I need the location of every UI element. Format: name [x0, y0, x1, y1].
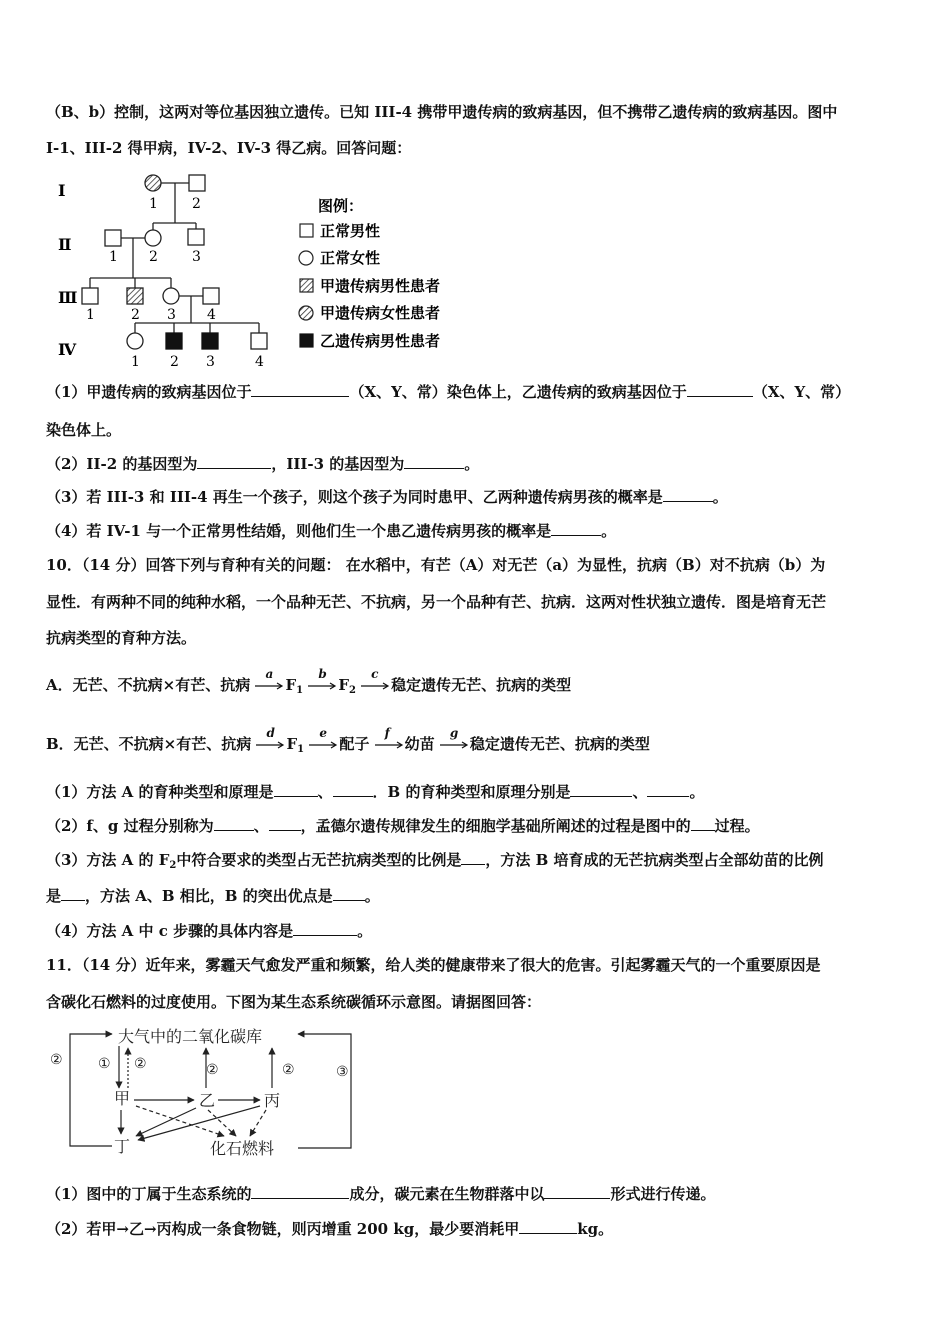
svg-text:4: 4 [207, 307, 216, 323]
svg-text:乙遗传病男性患者: 乙遗传病男性患者 [320, 332, 441, 350]
q9-part-3: （3）若 III-3 和 III-4 再生一个孩子，则这个孩子为同时患甲、乙两种遗传病男孩的概率是 。 [46, 488, 728, 506]
generation-labels [58, 181, 77, 359]
q9-part-1-cont: 染色体上。 [46, 421, 122, 439]
svg-text:3: 3 [206, 354, 215, 370]
svg-text:2: 2 [170, 354, 179, 370]
svg-text:3: 3 [192, 249, 201, 265]
svg-text:②: ② [134, 1056, 147, 1072]
individual-II-2 [145, 230, 161, 246]
method-b-scheme: B．无芒、不抗病×有芒、抗病 d $F_1$ e 配子 f 幼苗 g 稳定遗传无芒、抗病的类型 [46, 726, 650, 755]
individual-IV-1 [127, 333, 143, 349]
svg-text:正常女性: 正常女性 [320, 249, 381, 267]
answer-blank[interactable] [519, 1219, 577, 1234]
svg-text:①: ① [98, 1056, 111, 1072]
q10-part-3: （3）方法 A 的 $F_2$中符合要求的类型占无芒抗病类型的比例是 ，方法 B 培育成的无芒抗病类型占全部幼苗的比例 [46, 851, 824, 871]
answer-blank[interactable] [544, 1184, 610, 1199]
individual-III-1 [82, 288, 98, 304]
svg-text:③: ③ [336, 1064, 349, 1080]
svg-text:甲遗传病女性患者: 甲遗传病女性患者 [320, 304, 441, 322]
individual-IV-4 [251, 333, 267, 349]
answer-blank[interactable] [274, 782, 318, 797]
gen-label-4: Ⅳ [58, 340, 77, 359]
svg-text:②: ② [50, 1052, 63, 1068]
arrow-g: g [440, 735, 470, 755]
answer-blank[interactable] [333, 886, 365, 901]
atmosphere-co2-pool: 大气中的二氧化碳库 [118, 1027, 263, 1046]
individual-I-2 [189, 175, 205, 191]
node-bing: 丙 [264, 1091, 281, 1110]
intro-line-1: （B、b）控制，这两对等位基因独立遗传。已知 III-4 携带甲遗传病的致病基因，但不携带乙遗传病的致病基因。图中 [46, 103, 838, 121]
q11-part-1: （1）图中的丁属于生态系统的 成分，碳元素在生物群落中以 形式进行传递。 [46, 1185, 716, 1203]
individual-I-1 [145, 175, 161, 191]
gen-label-3: Ⅲ [58, 288, 78, 307]
svg-text:1: 1 [149, 196, 158, 212]
gen-label-2: Ⅱ [58, 235, 72, 254]
q10-part-4: （4）方法 A 中 c 步骤的具体内容是 。 [46, 922, 373, 940]
q11-line-2: 含碳化石燃料的过度使用。下图为某生态系统碳循环示意图。请据图回答： [46, 993, 542, 1011]
q11-part-2: （2）若甲→乙→丙构成一条食物链，则丙增重 200 kg，最少要消耗甲 kg。 [46, 1220, 614, 1238]
individual-III-4 [203, 288, 219, 304]
q9-part-2: （2）II-2 的基因型为 ，III-3 的基因型为 。 [46, 455, 480, 473]
answer-blank[interactable] [461, 850, 485, 865]
svg-text:2: 2 [131, 307, 140, 323]
svg-text:4: 4 [255, 354, 264, 370]
pedigree-chart [46, 168, 476, 373]
pedigree-legend [299, 197, 440, 350]
answer-blank[interactable] [551, 521, 601, 536]
svg-text:1: 1 [86, 307, 95, 323]
arrow-b: b [308, 676, 338, 696]
answer-blank[interactable] [691, 816, 715, 831]
svg-text:甲遗传病男性患者: 甲遗传病男性患者 [320, 277, 441, 295]
svg-text:图例：: 图例： [318, 197, 364, 215]
answer-blank[interactable] [61, 886, 85, 901]
node-yi: 乙 [199, 1091, 216, 1110]
node-jia: 甲 [114, 1089, 131, 1108]
q9-part-1: （1）甲遗传病的致病基因位于 （X、Y、常）染色体上，乙遗传病的致病基因位于 （X、Y、常） [46, 383, 851, 401]
individual-III-2 [127, 288, 143, 304]
svg-text:3: 3 [167, 307, 176, 323]
answer-blank[interactable] [251, 382, 349, 397]
answer-blank[interactable] [687, 382, 753, 397]
intro-line-2: I-1、III-2 得甲病，IV-2、IV-3 得乙病。回答问题： [46, 139, 412, 157]
node-fossil-fuel: 化石燃料 [210, 1139, 275, 1158]
answer-blank[interactable] [404, 454, 464, 469]
individual-IV-2 [166, 333, 182, 349]
q10-part-3-cont: 是 ，方法 A、B 相比，B 的突出优点是 。 [46, 887, 380, 905]
answer-blank[interactable] [647, 782, 689, 797]
q10-line-3: 抗病类型的育种方法。 [46, 629, 197, 647]
gen-label-1: Ⅰ [58, 181, 66, 200]
arrow-e: e [309, 735, 339, 755]
arrow-d: d [256, 735, 286, 755]
answer-blank[interactable] [214, 816, 254, 831]
svg-text:1: 1 [131, 354, 140, 370]
answer-blank[interactable] [333, 782, 373, 797]
method-a-scheme: A．无芒、不抗病×有芒、抗病 a $F_1$ b $F_2$ c 稳定遗传无芒、抗病的类型 [46, 667, 572, 696]
answer-blank[interactable] [251, 1184, 349, 1199]
q10-part-2: （2）f、g 过程分别称为 、 ，孟德尔遗传规律发生的细胞学基础所阐述的过程是图中的 过程。 [46, 817, 760, 835]
individual-IV-3 [202, 333, 218, 349]
q11-header: 11．（14 分）近年来，雾霾天气愈发严重和频繁，给人类的健康带来了很大的危害。引起雾霾天气的一个重要原因是 [46, 956, 821, 974]
carbon-cycle-diagram [46, 1020, 364, 1162]
svg-text:2: 2 [149, 249, 158, 265]
individual-II-3 [188, 229, 204, 245]
node-ding: 丁 [114, 1137, 131, 1156]
arrow-a: a [255, 676, 285, 696]
arrow-f: f [375, 735, 405, 755]
answer-blank[interactable] [269, 816, 301, 831]
answer-blank[interactable] [663, 487, 713, 502]
q9-part-4: （4）若 IV-1 与一个正常男性结婚，则他们生一个患乙遗传病男孩的概率是 。 [46, 522, 617, 540]
answer-blank[interactable] [293, 921, 357, 936]
q10-part-1: （1）方法 A 的育种类型和原理是 、 ．B 的育种类型和原理分别是 、 。 [46, 783, 705, 801]
answer-blank[interactable] [197, 454, 271, 469]
individual-II-1 [105, 230, 121, 246]
svg-text:1: 1 [109, 249, 118, 265]
q10-line-2: 显性．有两种不同的纯种水稻，一个品种无芒、不抗病，另一个品种有芒、抗病．这两对性状独立遗传．图是培育无芒 [46, 593, 827, 611]
q10-header: 10．（14 分）回答下列与育种有关的问题： 在水稻中，有芒（A）对无芒（a）为显性，抗病（B）对不抗病（b）为 [46, 556, 826, 574]
arrow-c: c [361, 676, 391, 696]
svg-text:正常男性: 正常男性 [320, 222, 381, 240]
svg-text:②: ② [206, 1062, 219, 1078]
svg-text:②: ② [282, 1062, 295, 1078]
answer-blank[interactable] [570, 782, 632, 797]
individual-III-3 [163, 288, 179, 304]
svg-text:2: 2 [192, 196, 201, 212]
